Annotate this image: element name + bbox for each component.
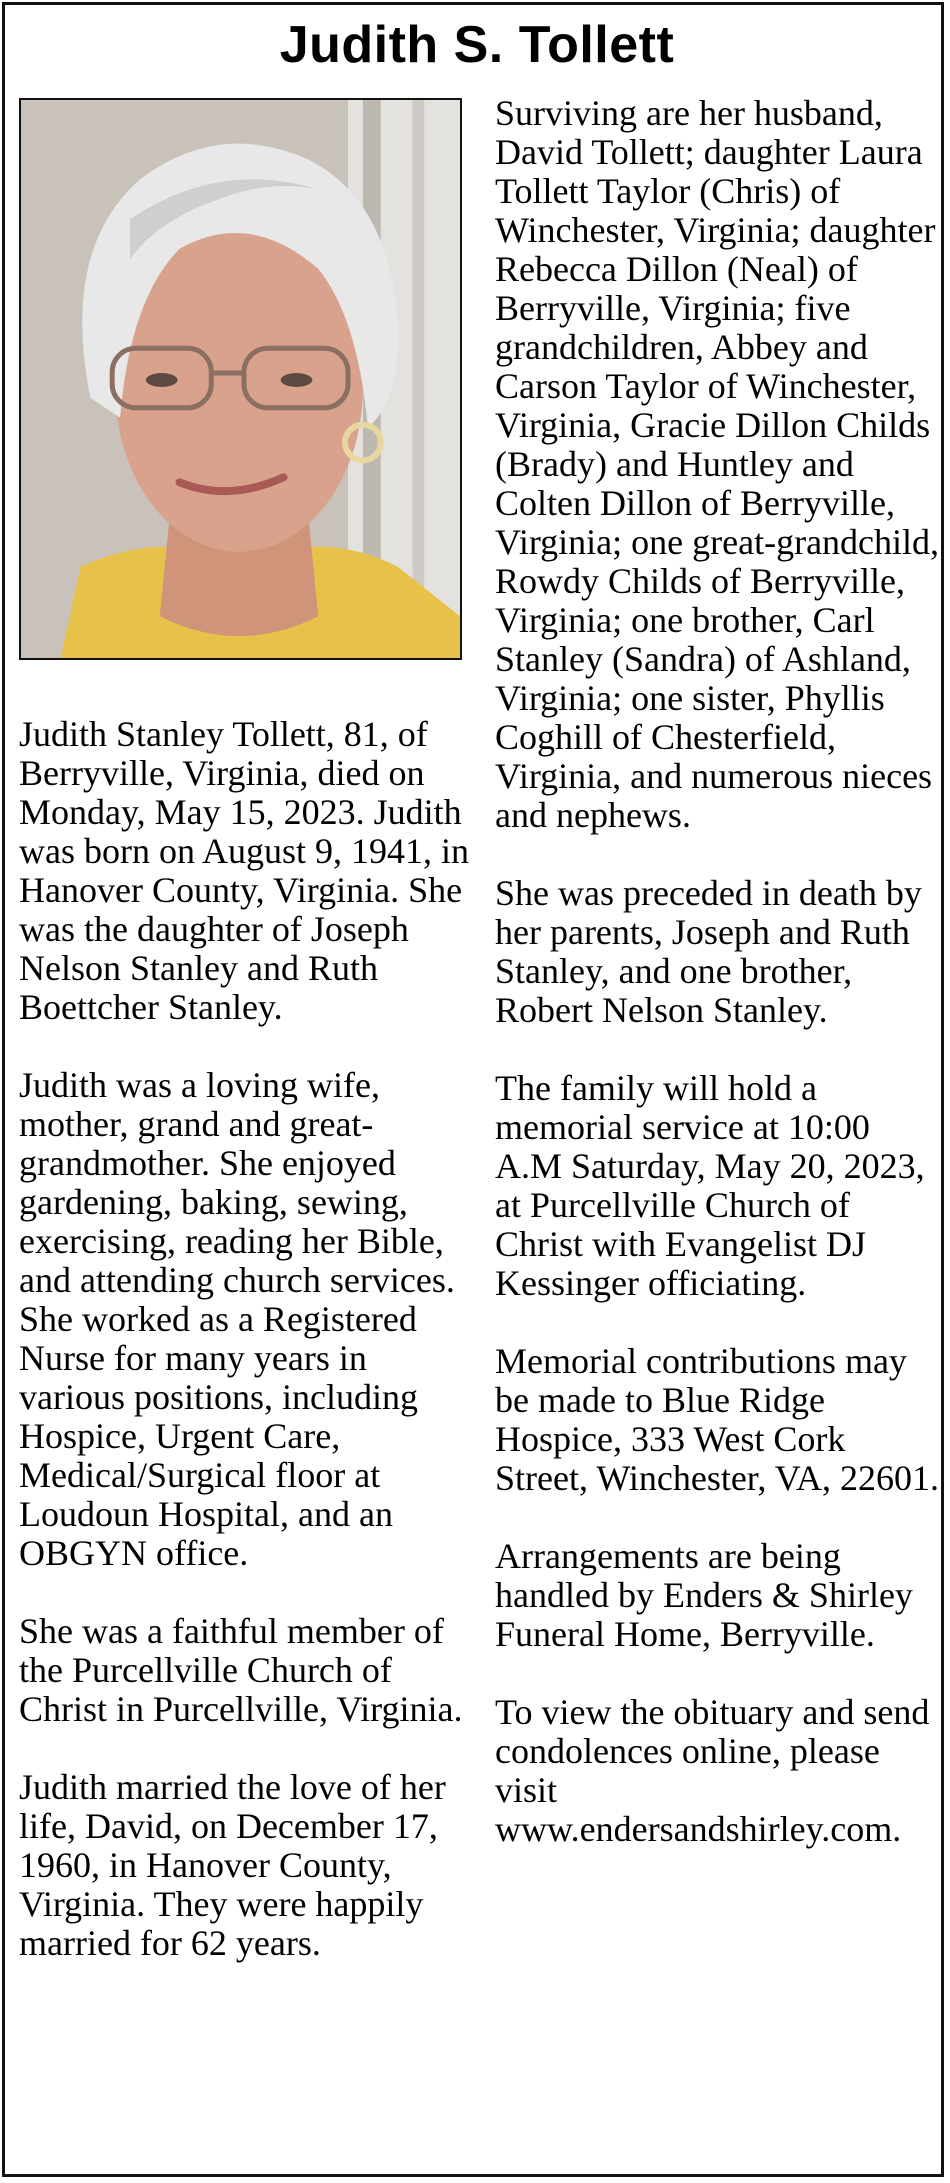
paragraph-memorial: Memorial contributions may be made to Blue Ridge Hospice, 333 West Cork Street, Winchester, VA, 22601. — [495, 1341, 940, 1498]
paragraph-church: She was a faithful member of the Purcellville Church of Christ in Purcellville, Virginia. — [19, 1611, 463, 1729]
portrait-photo — [19, 98, 462, 660]
paragraph-death-birth: Judith Stanley Tollett, 81, of Berryville, Virginia, died on Monday, May 15, 2023. Judith was born on August 9, 1941, in Hanover County, Virginia. She was the daughter of Joseph Nelson Stanley and Ruth Boettcher Stanley. — [19, 714, 469, 1027]
paragraph-life: Judith was a loving wife, mother, grand and great-grandmother. She enjoyed gardening, baking, sewing, exercising, reading her Bible, and attending church services. She worked as a Registered Nurse for many years in various positions, including Hospice, Urgent Care, Medical/Surgical floor at Loudoun Hospital, and an OBGYN office. — [19, 1065, 455, 1573]
paragraph-arrangements: Arrangements are being handled by Enders & Shirley Funeral Home, Berryville. — [495, 1536, 913, 1654]
obituary-frame — [2, 2, 944, 2177]
paragraph-condolences: To view the obituary and send condolences online, please visit www.endersandshirley.com. — [495, 1692, 930, 1849]
obituary-title: Judith S. Tollett — [279, 16, 675, 74]
paragraph-survivors: Surviving are her husband, David Tollett; daughter Laura Tollett Taylor (Chris) of Winchester, Virginia; daughter Rebecca Dillon (Neal) of Berryville, Virginia; five grandchildren, Abbey and Carson Taylor of Winchester, Virginia, Gracie Dillon Childs (Brady) and Huntley and Colten Dillon of Berryville, Virginia; one great-grandchild, Rowdy Childs of Berryville, Virginia; one brother, Carl Stanley (Sandra) of Ashland, Virginia; one sister, Phyllis Coghill of Chesterfield, Virginia, and numerous nieces and nephews. — [495, 93, 940, 835]
paragraph-marriage: Judith married the love of her life, David, on December 17, 1960, in Hanover County, Virginia. They were happily married for 62 years. — [19, 1767, 446, 1963]
paragraph-preceded: She was preceded in death by her parents, Joseph and Ruth Stanley, and one brother, Robert Nelson Stanley. — [495, 873, 922, 1030]
portrait-photo-icon — [21, 100, 460, 658]
left-column — [19, 715, 469, 2002]
paragraph-service: The family will hold a memorial service at 10:00 A.M Saturday, May 20, 2023, at Purcellville Church of Christ with Evangelist DJ Kessinger officiating. — [495, 1068, 925, 1303]
right-column — [495, 94, 940, 1888]
